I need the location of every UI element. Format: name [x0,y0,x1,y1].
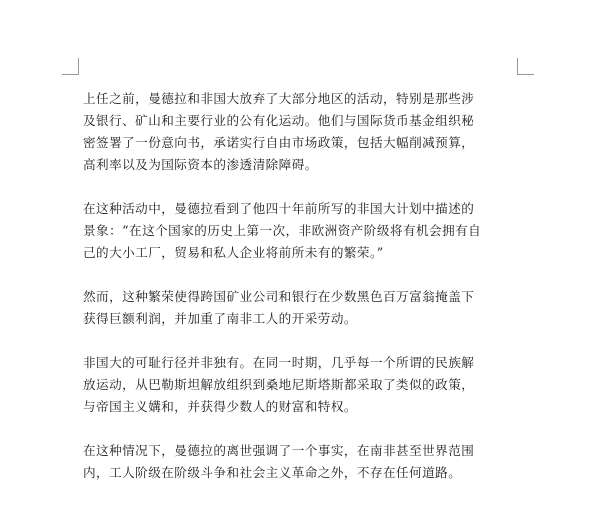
text-line: 己的大小工厂，贸易和私人企业将前所未有的繁荣。” [83,245,384,260]
text-line: 在这种情况下，曼德拉的离世强调了一个事实，在南非甚至世界范围 [83,443,475,458]
paragraph-2 [83,198,517,264]
paragraph-1 [83,88,517,176]
text-line: 密签署了一份意向书，承诺实行自由市场政策，包括大幅削减预算， [83,135,475,150]
text-line: 获得巨额利润，并加重了南非工人的开采劳动。 [83,311,357,326]
paragraph-3 [83,286,517,330]
top-left-margin-mark [62,58,79,75]
text-line: 非国大的可耻行径并非独有。在同一时期，几乎每一个所谓的民族解 [83,355,475,370]
text-line: 与帝国主义媾和，并获得少数人的财富和特权。 [83,399,357,414]
document-body[interactable] [83,88,517,506]
paragraph-5 [83,440,517,484]
paragraph-4 [83,352,517,418]
top-right-margin-mark [517,58,534,75]
text-line: 及银行、矿山和主要行业的公有化运动。他们与国际货币基金组织秘 [83,113,475,128]
text-line: 内，工人阶级在阶级斗争和社会主义革命之外，不存在任何道路。 [83,465,462,480]
text-line: 高利率以及为国际资本的渗透清除障碍。 [83,157,318,172]
text-line: 景象：“在这个国家的历史上第一次，非欧洲资产阶级将有机会拥有自 [83,223,482,238]
text-line: 上任之前，曼德拉和非国大放弃了大部分地区的活动，特别是那些涉 [83,91,475,106]
text-line: 在这种活动中，曼德拉看到了他四十年前所写的非国大计划中描述的 [83,201,475,216]
text-line: 然而，这种繁荣使得跨国矿业公司和银行在少数黑色百万富翁掩盖下 [83,289,475,304]
text-line: 放运动，从巴勒斯坦解放组织到桑地尼斯塔斯都采取了类似的政策， [83,377,475,392]
